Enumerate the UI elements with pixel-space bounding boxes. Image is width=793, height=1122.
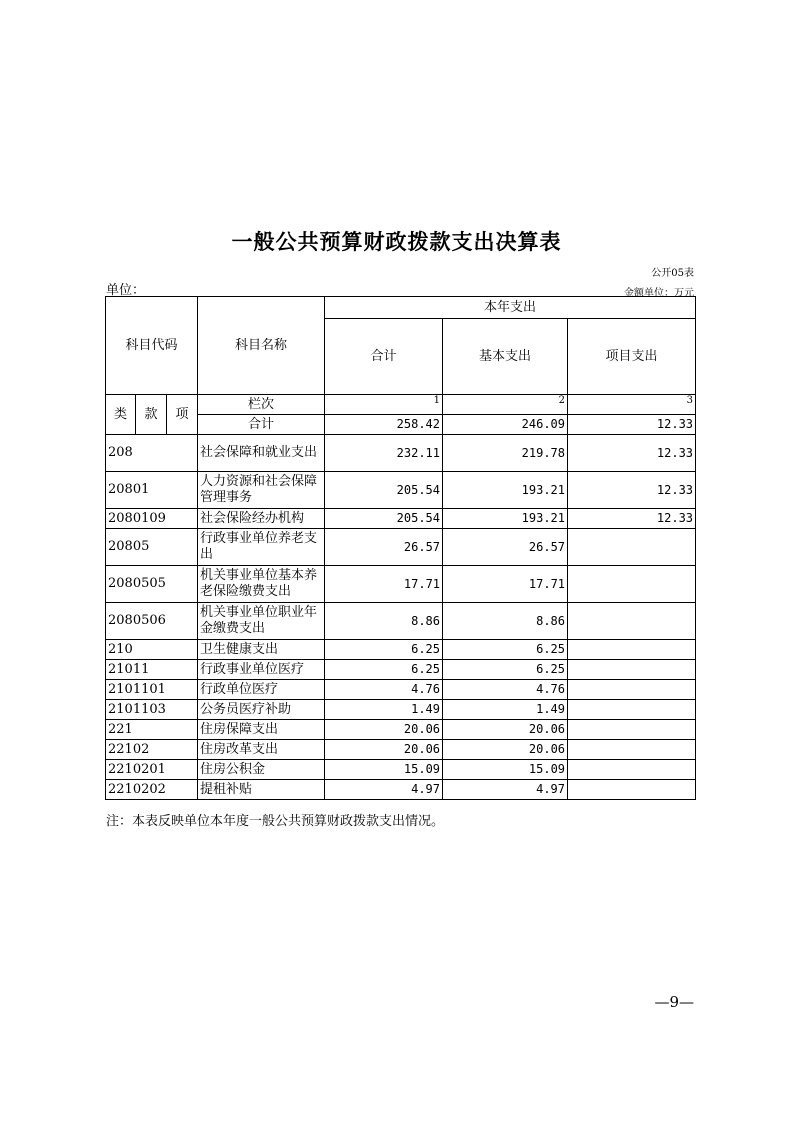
row-project [568,603,696,640]
row-basic: 6.25 [443,660,568,680]
table-row [106,680,696,700]
row-name: 卫生健康支出 [198,640,325,660]
row-project [568,700,696,720]
row-basic: 26.57 [443,529,568,566]
row-total: 1.49 [325,700,443,720]
header-xiang: 项 [167,395,198,435]
row-project [568,566,696,603]
row-total: 17.71 [325,566,443,603]
page-number: —9— [654,993,694,1011]
row-total: 20.06 [325,740,443,760]
header-row-1 [106,297,696,319]
row-code: 2210201 [106,760,198,780]
row-basic: 4.76 [443,680,568,700]
total-project: 12.33 [568,415,696,435]
table-note: 注：本表反映单位本年度一般公共预算财政拨款支出情况。 [106,814,445,829]
row-project [568,529,696,566]
row-code: 208 [106,435,198,472]
row-project [568,760,696,780]
table-row [106,603,696,640]
row-total: 20.06 [325,720,443,740]
row-name: 提租补贴 [198,780,325,800]
row-name: 行政事业单位医疗 [198,660,325,680]
row-project [568,660,696,680]
row-basic: 4.97 [443,780,568,800]
row-project [568,740,696,760]
expenditure-table [105,296,696,800]
row-total: 4.97 [325,780,443,800]
row-code: 2101101 [106,680,198,700]
table-row [106,740,696,760]
total-sum: 258.42 [325,415,443,435]
row-basic: 20.06 [443,720,568,740]
row-total: 4.76 [325,680,443,700]
total-basic: 246.09 [443,415,568,435]
col-index-3: 3 [568,395,696,415]
row-name: 人力资源和社会保障管理事务 [198,472,325,509]
row-name: 住房改革支出 [198,740,325,760]
row-project [568,640,696,660]
row-code: 2080506 [106,603,198,640]
header-lanci: 栏次 [198,395,325,415]
header-lei: 类 [106,395,136,435]
header-kuan: 款 [136,395,167,435]
table-row [106,640,696,660]
row-project [568,780,696,800]
row-code: 21011 [106,660,198,680]
table-row [106,472,696,509]
row-code: 221 [106,720,198,740]
table-row [106,566,696,603]
row-total: 8.86 [325,603,443,640]
row-name: 机关事业单位基本养老保险缴费支出 [198,566,325,603]
row-name: 行政事业单位养老支出 [198,529,325,566]
row-project: 12.33 [568,472,696,509]
table-row [106,660,696,680]
table-row [106,700,696,720]
row-name: 社会保障和就业支出 [198,435,325,472]
row-basic: 15.09 [443,760,568,780]
row-basic: 1.49 [443,700,568,720]
header-basic: 基本支出 [443,319,568,395]
index-row [106,395,696,415]
row-code: 20805 [106,529,198,566]
col-index-1: 1 [325,395,443,415]
table-row [106,529,696,566]
table-row [106,720,696,740]
table-row [106,780,696,800]
row-total: 6.25 [325,640,443,660]
row-basic: 8.86 [443,603,568,640]
row-total: 205.54 [325,509,443,529]
row-total: 6.25 [325,660,443,680]
row-project: 12.33 [568,509,696,529]
header-total: 合计 [325,319,443,395]
row-total: 205.54 [325,472,443,509]
row-basic: 193.21 [443,509,568,529]
page-title: 一般公共预算财政拨款支出决算表 [231,230,562,254]
row-project: 12.33 [568,435,696,472]
row-total: 232.11 [325,435,443,472]
row-name: 行政单位医疗 [198,680,325,700]
row-basic: 6.25 [443,640,568,660]
row-name: 社会保险经办机构 [198,509,325,529]
row-code: 210 [106,640,198,660]
col-index-2: 2 [443,395,568,415]
table-row [106,509,696,529]
amount-unit-label: 金额单位：万元 [624,288,694,299]
table-row [106,435,696,472]
row-name: 机关事业单位职业年金缴费支出 [198,603,325,640]
row-code: 20801 [106,472,198,509]
row-basic: 17.71 [443,566,568,603]
row-name: 住房公积金 [198,760,325,780]
row-basic: 20.06 [443,740,568,760]
row-total: 15.09 [325,760,443,780]
row-code: 2210202 [106,780,198,800]
total-label: 合计 [198,415,325,435]
unit-label: 单位： [106,283,146,298]
header-code: 科目代码 [106,297,198,395]
header-group: 本年支出 [325,297,696,319]
row-total: 26.57 [325,529,443,566]
form-tag: 公开05表 [651,268,694,279]
header-project: 项目支出 [568,319,696,395]
row-name: 住房保障支出 [198,720,325,740]
row-name: 公务员医疗补助 [198,700,325,720]
row-project [568,680,696,700]
table-row [106,760,696,780]
row-code: 2080505 [106,566,198,603]
row-basic: 219.78 [443,435,568,472]
row-project [568,720,696,740]
header-name: 科目名称 [198,297,325,395]
row-code: 2080109 [106,509,198,529]
row-code: 22102 [106,740,198,760]
row-code: 2101103 [106,700,198,720]
row-basic: 193.21 [443,472,568,509]
